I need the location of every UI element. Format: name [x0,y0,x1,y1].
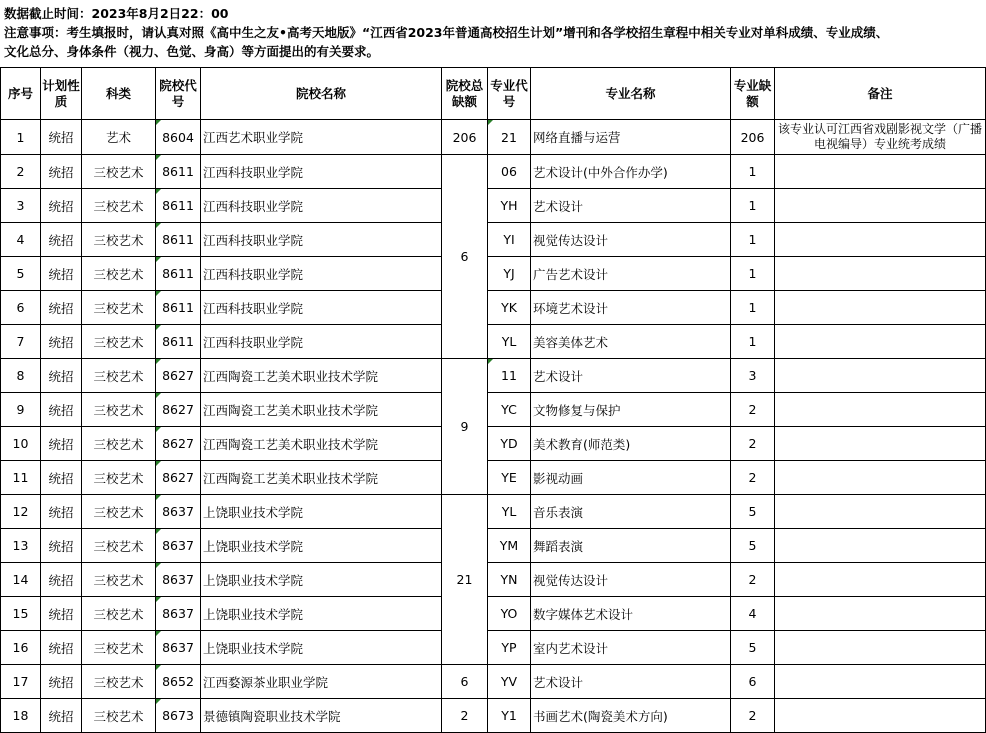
cell-plan: 统招 [41,189,82,223]
cell-school-name: 上饶职业技术学院 [201,597,442,631]
cell-school-name: 江西科技职业学院 [201,223,442,257]
cell-remark [775,223,986,257]
cell-category: 三校艺术 [82,631,156,665]
table-row [1,359,986,393]
cell-major-name: 环境艺术设计 [531,291,731,325]
cell-plan: 统招 [41,359,82,393]
cell-remark [775,257,986,291]
cell-remark [775,427,986,461]
cell-school-code: 8627 [156,427,201,461]
cell-school-code: 8611 [156,257,201,291]
cell-major-code: YP [488,631,531,665]
table-row [1,427,986,461]
cell-major-vacancy: 5 [731,631,775,665]
table-row [1,597,986,631]
cell-remark [775,291,986,325]
cell-major-vacancy: 4 [731,597,775,631]
cell-school-vacancy: 6 [442,665,488,699]
notice-line-2: 文化总分、身体条件（视力、色觉、身高）等方面提出的有关要求。 [4,44,380,59]
cell-major-vacancy: 2 [731,427,775,461]
cell-seq: 17 [1,665,41,699]
cell-major-vacancy: 1 [731,223,775,257]
cell-major-code: YV [488,665,531,699]
cell-major-name: 艺术设计 [531,359,731,393]
cell-plan: 统招 [41,120,82,155]
cell-category: 三校艺术 [82,665,156,699]
cell-seq: 13 [1,529,41,563]
cell-remark [775,631,986,665]
header-seq: 序号 [1,68,41,120]
cell-seq: 15 [1,597,41,631]
cell-seq: 3 [1,189,41,223]
cell-major-name: 艺术设计 [531,665,731,699]
cell-school-name: 上饶职业技术学院 [201,563,442,597]
cell-major-code: 06 [488,155,531,189]
cell-school-code: 8627 [156,393,201,427]
cell-major-vacancy: 2 [731,699,775,733]
cell-school-name: 江西陶瓷工艺美术职业技术学院 [201,461,442,495]
cell-major-vacancy: 1 [731,257,775,291]
cell-school-name: 江西陶瓷工艺美术职业技术学院 [201,427,442,461]
header-school-name: 院校名称 [201,68,442,120]
cell-category: 三校艺术 [82,495,156,529]
cell-category: 三校艺术 [82,597,156,631]
cell-school-name: 江西陶瓷工艺美术职业技术学院 [201,393,442,427]
cell-school-vacancy: 6 [442,155,488,359]
header-major-vacancy: 专业缺额 [731,68,775,120]
cell-seq: 8 [1,359,41,393]
cell-category: 三校艺术 [82,325,156,359]
cell-school-vacancy: 206 [442,120,488,155]
cell-remark [775,597,986,631]
cell-remark [775,495,986,529]
cell-school-name: 江西科技职业学院 [201,155,442,189]
cell-seq: 11 [1,461,41,495]
cell-category: 三校艺术 [82,563,156,597]
cell-school-name: 景德镇陶瓷职业技术学院 [201,699,442,733]
cell-remark [775,155,986,189]
cell-seq: 10 [1,427,41,461]
cell-major-code: YI [488,223,531,257]
cell-school-code: 8637 [156,563,201,597]
table-row [1,529,986,563]
cell-major-name: 视觉传达设计 [531,563,731,597]
cell-major-vacancy: 5 [731,495,775,529]
cell-major-name: 舞蹈表演 [531,529,731,563]
cell-school-vacancy: 21 [442,495,488,665]
cell-plan: 统招 [41,393,82,427]
cell-major-code: YL [488,325,531,359]
cell-major-vacancy: 6 [731,665,775,699]
cell-school-name: 江西婺源茶业职业学院 [201,665,442,699]
cell-plan: 统招 [41,597,82,631]
cell-major-code: YN [488,563,531,597]
cell-major-name: 广告艺术设计 [531,257,731,291]
cell-school-code: 8673 [156,699,201,733]
cell-school-name: 江西科技职业学院 [201,325,442,359]
cell-category: 三校艺术 [82,529,156,563]
cell-school-name: 江西艺术职业学院 [201,120,442,155]
cell-school-code: 8637 [156,631,201,665]
cell-school-name: 江西陶瓷工艺美术职业技术学院 [201,359,442,393]
cell-school-code: 8627 [156,461,201,495]
cell-seq: 4 [1,223,41,257]
header-school-vacancy: 院校总缺额 [442,68,488,120]
cell-major-vacancy: 1 [731,189,775,223]
header-school-code: 院校代号 [156,68,201,120]
header-major-name: 专业名称 [531,68,731,120]
cell-major-vacancy: 206 [731,120,775,155]
cell-seq: 12 [1,495,41,529]
cell-major-code: YD [488,427,531,461]
cell-school-code: 8637 [156,495,201,529]
cell-remark [775,393,986,427]
cell-major-name: 音乐表演 [531,495,731,529]
cell-category: 三校艺术 [82,427,156,461]
table-row [1,495,986,529]
notes-block [4,4,982,61]
cell-major-name: 书画艺术(陶瓷美术方向) [531,699,731,733]
cell-category: 三校艺术 [82,189,156,223]
cell-category: 三校艺术 [82,155,156,189]
cell-major-vacancy: 2 [731,393,775,427]
cell-remark: 该专业认可江西省戏剧影视文学（广播电视编导）专业统考成绩 [775,120,986,155]
table-row [1,120,986,155]
cell-plan: 统招 [41,665,82,699]
header-major-code: 专业代号 [488,68,531,120]
table-row [1,257,986,291]
cell-remark [775,563,986,597]
table-row [1,325,986,359]
cell-plan: 统招 [41,699,82,733]
cell-school-code: 8627 [156,359,201,393]
cell-major-code: YJ [488,257,531,291]
cell-remark [775,529,986,563]
cell-category: 艺术 [82,120,156,155]
cell-plan: 统招 [41,631,82,665]
cell-major-vacancy: 1 [731,325,775,359]
cell-major-name: 艺术设计 [531,189,731,223]
cell-remark [775,325,986,359]
cell-major-code: YL [488,495,531,529]
cell-major-name: 室内艺术设计 [531,631,731,665]
cell-school-name: 江西科技职业学院 [201,257,442,291]
cell-seq: 9 [1,393,41,427]
cell-major-name: 艺术设计(中外合作办学) [531,155,731,189]
cell-plan: 统招 [41,155,82,189]
cell-major-code: 11 [488,359,531,393]
cell-school-name: 江西科技职业学院 [201,189,442,223]
cell-major-vacancy: 3 [731,359,775,393]
cell-school-code: 8611 [156,155,201,189]
cell-remark [775,189,986,223]
cell-major-code: YE [488,461,531,495]
table-row [1,223,986,257]
cell-major-name: 影视动画 [531,461,731,495]
cell-plan: 统招 [41,291,82,325]
cell-seq: 6 [1,291,41,325]
cell-school-code: 8611 [156,189,201,223]
table-row [1,291,986,325]
cell-school-code: 8652 [156,665,201,699]
cell-school-code: 8611 [156,223,201,257]
cell-category: 三校艺术 [82,223,156,257]
cell-seq: 5 [1,257,41,291]
cell-seq: 16 [1,631,41,665]
cell-plan: 统招 [41,563,82,597]
cell-major-name: 网络直播与运营 [531,120,731,155]
table-row [1,155,986,189]
cell-remark [775,359,986,393]
cell-plan: 统招 [41,427,82,461]
cell-school-vacancy: 2 [442,699,488,733]
cell-major-code: YH [488,189,531,223]
cell-category: 三校艺术 [82,291,156,325]
cell-remark [775,699,986,733]
cell-school-code: 8604 [156,120,201,155]
table-row [1,665,986,699]
vacancy-table [0,67,986,733]
cell-plan: 统招 [41,325,82,359]
table-row [1,631,986,665]
header-category: 科类 [82,68,156,120]
table-row [1,699,986,733]
cell-school-code: 8611 [156,325,201,359]
table-row [1,189,986,223]
table-row [1,393,986,427]
cell-category: 三校艺术 [82,461,156,495]
header-plan: 计划性质 [41,68,82,120]
cell-school-code: 8637 [156,597,201,631]
cell-major-vacancy: 1 [731,291,775,325]
deadline-text: 数据截止时间：2023年8月2日22：00 [4,6,229,21]
cell-major-code: YO [488,597,531,631]
cell-category: 三校艺术 [82,359,156,393]
cell-seq: 2 [1,155,41,189]
cell-seq: 14 [1,563,41,597]
cell-major-vacancy: 1 [731,155,775,189]
header-remark: 备注 [775,68,986,120]
cell-major-code: YC [488,393,531,427]
cell-remark [775,665,986,699]
cell-seq: 7 [1,325,41,359]
cell-school-code: 8637 [156,529,201,563]
cell-plan: 统招 [41,461,82,495]
cell-plan: 统招 [41,223,82,257]
cell-school-name: 上饶职业技术学院 [201,495,442,529]
cell-major-vacancy: 5 [731,529,775,563]
cell-remark [775,461,986,495]
cell-category: 三校艺术 [82,257,156,291]
cell-school-name: 上饶职业技术学院 [201,529,442,563]
cell-seq: 1 [1,120,41,155]
cell-school-vacancy: 9 [442,359,488,495]
cell-major-name: 视觉传达设计 [531,223,731,257]
cell-seq: 18 [1,699,41,733]
cell-major-code: Y1 [488,699,531,733]
cell-plan: 统招 [41,495,82,529]
cell-major-code: YK [488,291,531,325]
cell-major-name: 美术教育(师范类) [531,427,731,461]
cell-school-code: 8611 [156,291,201,325]
cell-category: 三校艺术 [82,393,156,427]
table-row [1,461,986,495]
cell-major-code: 21 [488,120,531,155]
cell-plan: 统招 [41,529,82,563]
cell-major-name: 美容美体艺术 [531,325,731,359]
cell-major-vacancy: 2 [731,461,775,495]
cell-major-code: YM [488,529,531,563]
header-row [1,68,986,120]
cell-plan: 统招 [41,257,82,291]
cell-school-name: 江西科技职业学院 [201,291,442,325]
cell-major-vacancy: 2 [731,563,775,597]
cell-school-name: 上饶职业技术学院 [201,631,442,665]
cell-category: 三校艺术 [82,699,156,733]
cell-major-name: 数字媒体艺术设计 [531,597,731,631]
cell-major-name: 文物修复与保护 [531,393,731,427]
table-row [1,563,986,597]
notice-line-1: 注意事项：考生填报时，请认真对照《高中生之友•高考天地版》“江西省2023年普通高校招生计划”增刊和各学校招生章程中相关专业对单科成绩、专业成绩、 [4,25,889,40]
